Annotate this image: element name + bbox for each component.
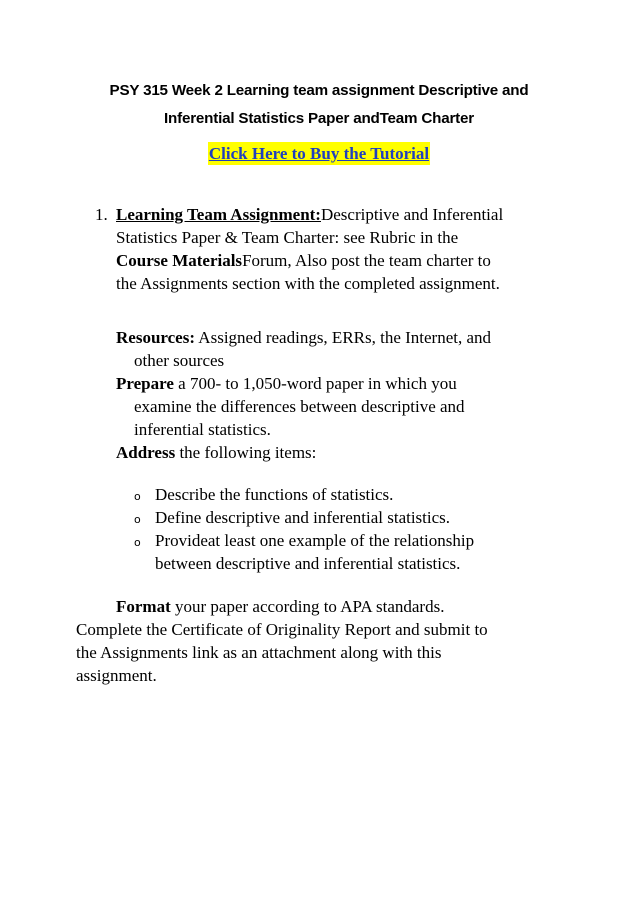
address-label: Address: [116, 443, 176, 462]
bullet-item-3-line-2: between descriptive and inferential statistics.: [155, 554, 461, 573]
bullet-marker: o: [134, 536, 141, 549]
resources-line-1: [116, 326, 491, 349]
bullet-marker: o: [134, 490, 141, 503]
list-number: 1.: [95, 205, 108, 224]
resources-text: Assigned readings, ERRs, the Internet, and: [195, 328, 492, 347]
bullet-item-1: Describe the functions of statistics.: [155, 485, 394, 504]
course-materials-label: Course Materials: [116, 251, 243, 270]
tutorial-link-container: [0, 142, 638, 165]
item1-line-3: [116, 249, 491, 272]
format-line-3: the Assignments link as an attachment along with this: [76, 643, 442, 662]
format-line-4: assignment.: [76, 666, 157, 685]
item1-line-1-text: Descriptive and Inferential: [320, 205, 504, 224]
bullet-marker: o: [134, 513, 141, 526]
resources-line-2: other sources: [134, 351, 225, 370]
item1-line-3-text: Forum, Also post the team charter to: [242, 251, 491, 270]
document-title-line-1: PSY 315 Week 2 Learning team assignment Descriptive and: [109, 82, 529, 99]
format-line-1: [116, 595, 444, 618]
resources-label: Resources:: [116, 328, 195, 347]
prepare-label: Prepare: [116, 374, 174, 393]
format-line-2: Complete the Certificate of Originality Report and submit to: [76, 620, 488, 639]
prepare-line-3: inferential statistics.: [134, 420, 271, 439]
prepare-line-1: [116, 372, 457, 395]
buy-tutorial-link[interactable]: Click Here to Buy the Tutorial: [208, 144, 430, 163]
format-label: Format: [116, 597, 171, 616]
bullet-item-2: Define descriptive and inferential statistics.: [155, 508, 451, 527]
format-text: your paper according to APA standards.: [170, 597, 445, 616]
item1-line-4: the Assignments section with the completed assignment.: [116, 274, 500, 293]
prepare-text: a 700- to 1,050-word paper in which you: [173, 374, 457, 393]
address-line: [116, 441, 316, 464]
bullet-item-3-line-1: Provideat least one example of the relationship: [155, 531, 475, 550]
address-text: the following items:: [175, 443, 317, 462]
learning-team-assignment-heading: Learning Team Assignment:: [116, 205, 321, 224]
document-title-line-2: Inferential Statistics Paper andTeam Charter: [164, 110, 474, 127]
item1-line-1: [116, 203, 503, 226]
item1-line-2: Statistics Paper & Team Charter: see Rubric in the: [116, 228, 459, 247]
prepare-line-2: examine the differences between descriptive and: [134, 397, 465, 416]
